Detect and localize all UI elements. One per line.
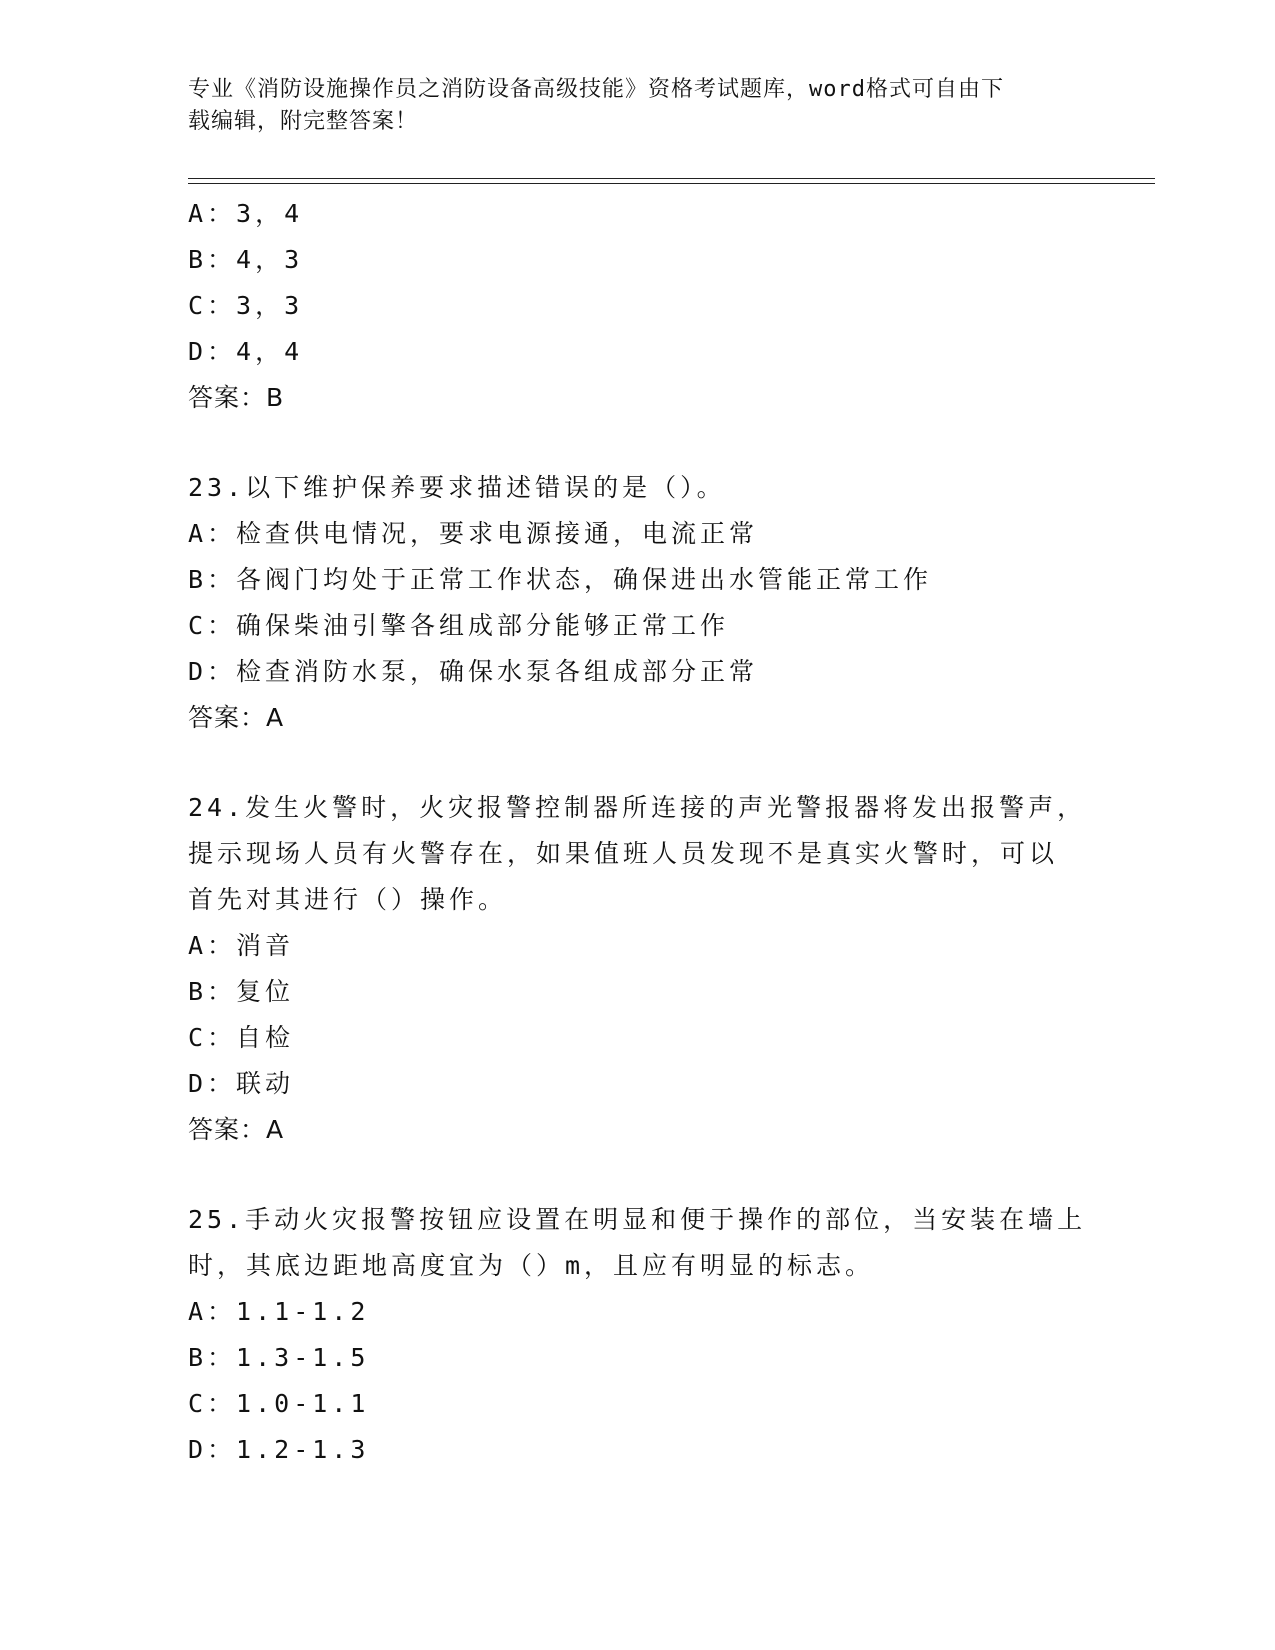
header-line-2: 载编辑，附完整答案！ (188, 109, 419, 134)
option-d: D：4，4 (188, 337, 304, 366)
answer: 答案：A (188, 1115, 285, 1144)
question-24 (188, 785, 1088, 1153)
question-23 (188, 465, 1088, 741)
question-22 (188, 191, 1088, 421)
option-d: D：检查消防水泵，确保水泵各组成部分正常 (188, 657, 759, 686)
option-d: D：1.2-1.3 (188, 1435, 370, 1464)
document-header (188, 74, 1068, 138)
option-b: B：各阀门均处于正常工作状态，确保进出水管能正常工作 (188, 565, 933, 594)
header-divider-top (188, 178, 1155, 179)
spacer (188, 741, 1088, 785)
option-a: A：3，4 (188, 199, 304, 228)
question-stem (188, 785, 1088, 923)
answer: 答案：B (188, 383, 285, 412)
answer: 答案：A (188, 703, 285, 732)
header-line-1: 专业《消防设施操作员之消防设备高级技能》资格考试题库，word格式可自由下 (188, 77, 1004, 102)
option-c: C：3，3 (188, 291, 304, 320)
spacer (188, 1153, 1088, 1197)
question-stem (188, 465, 1088, 511)
option-a: A：检查供电情况，要求电源接通，电流正常 (188, 519, 759, 548)
question-content (188, 191, 1088, 1473)
option-b: B：1.3-1.5 (188, 1343, 370, 1372)
option-c: C：确保柴油引擎各组成部分能够正常工作 (188, 611, 730, 640)
spacer (188, 421, 1088, 465)
option-c: C：自检 (188, 1023, 295, 1052)
option-a: A：1.1-1.2 (188, 1297, 370, 1326)
question-stem (188, 1197, 1088, 1289)
stem-line: 提示现场人员有火警存在，如果值班人员发现不是真实火警时，可以 (188, 839, 1059, 868)
option-a: A：消音 (188, 931, 295, 960)
stem-line: 24.发生火警时，火灾报警控制器所连接的声光警报器将发出报警声， (188, 793, 1087, 822)
header-divider-bottom (188, 183, 1155, 184)
option-c: C：1.0-1.1 (188, 1389, 370, 1418)
option-b: B：4，3 (188, 245, 304, 274)
option-b: B：复位 (188, 977, 295, 1006)
stem-line: 首先对其进行（）操作。 (188, 885, 508, 914)
stem-line: 25.手动火灾报警按钮应设置在明显和便于操作的部位，当安装在墙上 (188, 1205, 1087, 1234)
stem-line: 23.以下维护保养要求描述错误的是（）。 (188, 473, 726, 502)
stem-line: 时，其底边距地高度宜为（）m，且应有明显的标志。 (188, 1251, 875, 1280)
option-d: D：联动 (188, 1069, 295, 1098)
question-25 (188, 1197, 1088, 1473)
